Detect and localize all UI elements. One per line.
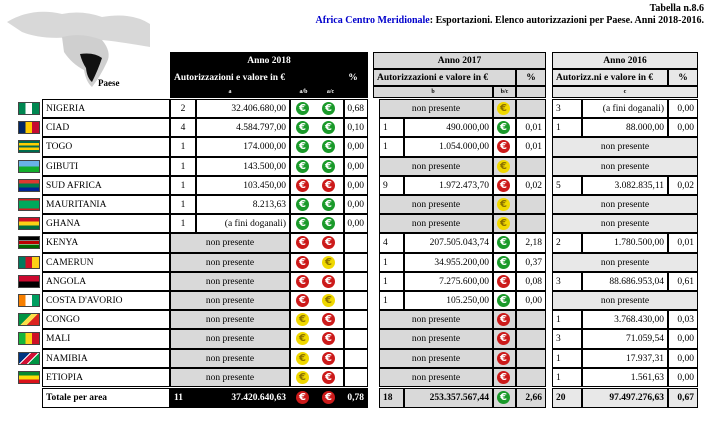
euro-ac-icon: € [322, 352, 335, 365]
value-2018: 32.406.680,00 [196, 99, 290, 118]
pct-2018-empty [344, 310, 368, 329]
pct-2016: 0,00 [668, 118, 698, 137]
euro-bc-icon: € [497, 236, 510, 249]
pct-2017-empty [516, 329, 546, 349]
pct-2017: 2,18 [516, 233, 546, 253]
count-2018: 1 [170, 157, 196, 176]
pct-2018-empty [344, 253, 368, 272]
euro-ac-icon: € [322, 332, 335, 345]
pct-2016: 0,00 [668, 349, 698, 368]
euro-bc-icon: € [497, 332, 510, 345]
euro-bc-icon: € [497, 140, 510, 153]
count-2017: 9 [379, 176, 404, 195]
country-name: NAMIBIA [42, 349, 170, 368]
not-present-2017: non presente [379, 157, 493, 176]
euro-ac-icon: € [322, 313, 335, 326]
not-present-2018: non presente [170, 329, 290, 349]
total-count-2017: 18 [379, 388, 404, 408]
euro-bc-icon: € [497, 160, 510, 173]
value-2016: 88.000,00 [582, 118, 668, 137]
year-2017-pct-header: % [516, 69, 546, 86]
country-name: ANGOLA [42, 272, 170, 291]
col-pct17-blank [516, 86, 546, 98]
not-present-2017: non presente [379, 195, 493, 214]
count-2018: 1 [170, 214, 196, 233]
value-2017: 1.972.473,70 [404, 176, 493, 195]
ghana-flag-icon [18, 217, 40, 230]
chad-flag-icon [18, 121, 40, 134]
not-present-2018: non presente [170, 272, 290, 291]
pct-2017: 0,01 [516, 118, 546, 137]
pct-2017-empty [516, 195, 546, 214]
country-name: GIBUTI [42, 157, 170, 176]
not-present-2018: non presente [170, 368, 290, 387]
pct-2017: 0,00 [516, 291, 546, 310]
total-value-2016: 97.497.276,63 [582, 388, 668, 408]
value-2016: 17.937,31 [582, 349, 668, 368]
count-2017: 1 [379, 291, 404, 310]
value-2016: 71.059,54 [582, 329, 668, 349]
country-name: TOGO [42, 137, 170, 157]
count-2016: 5 [552, 176, 582, 195]
pct-2018-empty [344, 349, 368, 368]
not-present-2016: non presente [552, 137, 698, 157]
pct-2016: 0,02 [668, 176, 698, 195]
country-name: CIAD [42, 118, 170, 137]
euro-ab-icon: € [296, 217, 309, 230]
not-present-2016: non presente [552, 157, 698, 176]
count-2016: 2 [552, 233, 582, 253]
value-2017: 7.275.600,00 [404, 272, 493, 291]
pct-2018: 0,00 [344, 214, 368, 233]
euro-ac-icon: € [322, 140, 335, 153]
euro-bc-icon: € [497, 352, 510, 365]
value-2018: 174.000,00 [196, 137, 290, 157]
euro-ac-icon: € [322, 102, 335, 115]
count-2017: 1 [379, 137, 404, 157]
pct-2017: 0,02 [516, 176, 546, 195]
value-2018: (a fini doganali) [196, 214, 290, 233]
country-name: CAMERUN [42, 253, 170, 272]
value-2018: 4.584.797,00 [196, 118, 290, 137]
not-present-2017: non presente [379, 310, 493, 329]
value-2018: 8.213,63 [196, 195, 290, 214]
total-label: Totale per area [42, 388, 170, 408]
pct-2018-empty [344, 233, 368, 253]
region-title: Africa Centro Meridionale [315, 15, 430, 26]
euro-ab-icon: € [296, 179, 309, 192]
congo-flag-icon [18, 313, 40, 326]
euro-bc-icon: € [497, 391, 510, 404]
euro-ab-icon: € [296, 275, 309, 288]
value-2016: 3.082.835,11 [582, 176, 668, 195]
djibouti-flag-icon [18, 160, 40, 173]
year-2018-subheader: Autorizzazioni e valore in € [170, 69, 338, 86]
country-column-header: Paese [98, 78, 120, 88]
pct-2016: 0,01 [668, 233, 698, 253]
euro-ac-icon: € [322, 160, 335, 173]
col-b-header: b [373, 86, 493, 98]
col-pct18-blank [344, 86, 368, 98]
total-pct-2016: 0,67 [668, 388, 698, 408]
not-present-2016: non presente [552, 214, 698, 233]
pct-2017-empty [516, 368, 546, 387]
year-2017-header: Anno 2017 [373, 52, 546, 69]
year-2018-header: Anno 2018 [170, 52, 368, 69]
euro-ac-icon: € [322, 217, 335, 230]
euro-ab-icon: € [296, 102, 309, 115]
euro-ac-icon: € [322, 371, 335, 384]
not-present-2017: non presente [379, 329, 493, 349]
count-2016: 1 [552, 118, 582, 137]
euro-ac-icon: € [322, 179, 335, 192]
euro-bc-icon: € [497, 217, 510, 230]
col-a-header: a [170, 86, 290, 98]
ivory-coast-flag-icon [18, 294, 40, 307]
pct-2018-empty [344, 329, 368, 349]
title-description: : Esportazioni. Elenco autorizzazioni per Paese. Anni 2018-2016. [429, 15, 704, 26]
pct-2017-empty [516, 99, 546, 118]
euro-bc-icon: € [497, 256, 510, 269]
count-2017: 4 [379, 233, 404, 253]
count-2016: 1 [552, 349, 582, 368]
euro-bc-icon: € [497, 294, 510, 307]
pct-2018-empty [344, 272, 368, 291]
total-pct-2017: 2,66 [516, 388, 546, 408]
pct-2016: 0,00 [668, 368, 698, 387]
pct-2018-empty [344, 368, 368, 387]
count-2016: 3 [552, 272, 582, 291]
euro-bc-icon: € [497, 198, 510, 211]
euro-ab-icon: € [296, 294, 309, 307]
not-present-2016: non presente [552, 253, 698, 272]
pct-2017-empty [516, 349, 546, 368]
euro-bc-icon: € [497, 102, 510, 115]
pct-2017: 0,01 [516, 137, 546, 157]
pct-2018: 0,68 [344, 99, 368, 118]
mauritania-flag-icon [18, 198, 40, 211]
euro-ac-icon: € [322, 275, 335, 288]
value-2016: 3.768.430,00 [582, 310, 668, 329]
page-title [316, 15, 704, 26]
country-name: MALI [42, 329, 170, 349]
euro-ab-icon: € [296, 371, 309, 384]
pct-2018: 0,00 [344, 176, 368, 195]
pct-2018: 0,00 [344, 157, 368, 176]
pct-2017-empty [516, 157, 546, 176]
pct-2018-empty [344, 291, 368, 310]
total-count-2018: 11 [170, 388, 196, 408]
col-ab-header: a/b [290, 86, 317, 98]
country-name: NIGERIA [42, 99, 170, 118]
count-2018: 1 [170, 176, 196, 195]
year-2018-pct-header: % [338, 69, 368, 86]
count-2017: 1 [379, 253, 404, 272]
year-2016-pct-header: % [668, 69, 698, 86]
not-present-2016: non presente [552, 291, 698, 310]
not-present-2017: non presente [379, 368, 493, 387]
country-name: COSTA D'AVORIO [42, 291, 170, 310]
count-2016: 3 [552, 329, 582, 349]
count-2016: 1 [552, 368, 582, 387]
count-2018: 1 [170, 137, 196, 157]
euro-ab-icon: € [296, 236, 309, 249]
value-2017: 1.054.000,00 [404, 137, 493, 157]
col-ac-header: a/c [317, 86, 344, 98]
table-number: Tabella n.8.6 [649, 3, 704, 14]
country-name: SUD AFRICA [42, 176, 170, 195]
euro-ab-icon: € [296, 352, 309, 365]
euro-bc-icon: € [497, 275, 510, 288]
africa-map-icon [2, 2, 152, 92]
not-present-2018: non presente [170, 349, 290, 368]
not-present-2017: non presente [379, 99, 493, 118]
south-africa-flag-icon [18, 179, 40, 192]
pct-2018: 0,00 [344, 195, 368, 214]
year-2017-subheader: Autorizzazioni e valore in € [373, 69, 516, 86]
count-2018: 2 [170, 99, 196, 118]
total-value-2017: 253.357.567,44 [404, 388, 493, 408]
country-name: GHANA [42, 214, 170, 233]
euro-bc-icon: € [497, 179, 510, 192]
euro-ac-icon: € [322, 198, 335, 211]
kenya-flag-icon [18, 236, 40, 249]
not-present-2017: non presente [379, 349, 493, 368]
pct-2017-empty [516, 310, 546, 329]
count-2016: 3 [552, 99, 582, 118]
year-2016-header: Anno 2016 [552, 52, 698, 69]
pct-2017-empty [516, 214, 546, 233]
euro-ac-icon: € [322, 256, 335, 269]
euro-ac-icon: € [322, 391, 335, 404]
value-2016: (a fini doganali) [582, 99, 668, 118]
euro-ac-icon: € [322, 236, 335, 249]
euro-ab-icon: € [296, 160, 309, 173]
euro-ac-icon: € [322, 121, 335, 134]
togo-flag-icon [18, 140, 40, 153]
euro-ab-icon: € [296, 313, 309, 326]
euro-bc-icon: € [497, 313, 510, 326]
pct-2016: 0,61 [668, 272, 698, 291]
total-pct-2018: 0,78 [344, 388, 368, 408]
col-bc-header: b/c [493, 86, 516, 98]
pct-2017: 0,37 [516, 253, 546, 272]
angola-flag-icon [18, 275, 40, 288]
cameroon-flag-icon [18, 256, 40, 269]
country-name: KENYA [42, 233, 170, 253]
value-2017: 105.250,00 [404, 291, 493, 310]
euro-ab-icon: € [296, 140, 309, 153]
count-2017: 1 [379, 118, 404, 137]
country-name: ETIOPIA [42, 368, 170, 387]
pct-2016: 0,00 [668, 329, 698, 349]
pct-2018: 0,10 [344, 118, 368, 137]
count-2016: 1 [552, 310, 582, 329]
total-count-2016: 20 [552, 388, 582, 408]
value-2016: 88.686.953,04 [582, 272, 668, 291]
namibia-flag-icon [18, 352, 40, 365]
pct-2017: 0,08 [516, 272, 546, 291]
euro-ab-icon: € [296, 256, 309, 269]
not-present-2016: non presente [552, 195, 698, 214]
total-value-2018: 37.420.640,63 [196, 388, 290, 408]
nigeria-flag-icon [18, 102, 40, 115]
not-present-2018: non presente [170, 310, 290, 329]
euro-ab-icon: € [296, 121, 309, 134]
pct-2018: 0,00 [344, 137, 368, 157]
value-2018: 103.450,00 [196, 176, 290, 195]
pct-2016: 0,00 [668, 99, 698, 118]
value-2016: 1.561,63 [582, 368, 668, 387]
not-present-2017: non presente [379, 214, 493, 233]
euro-ab-icon: € [296, 391, 309, 404]
euro-bc-icon: € [497, 371, 510, 384]
not-present-2018: non presente [170, 253, 290, 272]
value-2017: 207.505.043,74 [404, 233, 493, 253]
count-2017: 1 [379, 272, 404, 291]
value-2017: 34.955.200,00 [404, 253, 493, 272]
value-2017: 490.000,00 [404, 118, 493, 137]
country-name: MAURITANIA [42, 195, 170, 214]
count-2018: 4 [170, 118, 196, 137]
mali-flag-icon [18, 332, 40, 345]
year-2016-subheader: Autorizz.ni e valore in € [552, 69, 668, 86]
col-c-header: c [552, 86, 698, 98]
not-present-2018: non presente [170, 233, 290, 253]
value-2016: 1.780.500,00 [582, 233, 668, 253]
euro-bc-icon: € [497, 121, 510, 134]
not-present-2018: non presente [170, 291, 290, 310]
pct-2016: 0,03 [668, 310, 698, 329]
euro-ab-icon: € [296, 332, 309, 345]
value-2018: 143.500,00 [196, 157, 290, 176]
count-2018: 1 [170, 195, 196, 214]
euro-ac-icon: € [322, 294, 335, 307]
country-name: CONGO [42, 310, 170, 329]
euro-ab-icon: € [296, 198, 309, 211]
ethiopia-flag-icon [18, 371, 40, 384]
